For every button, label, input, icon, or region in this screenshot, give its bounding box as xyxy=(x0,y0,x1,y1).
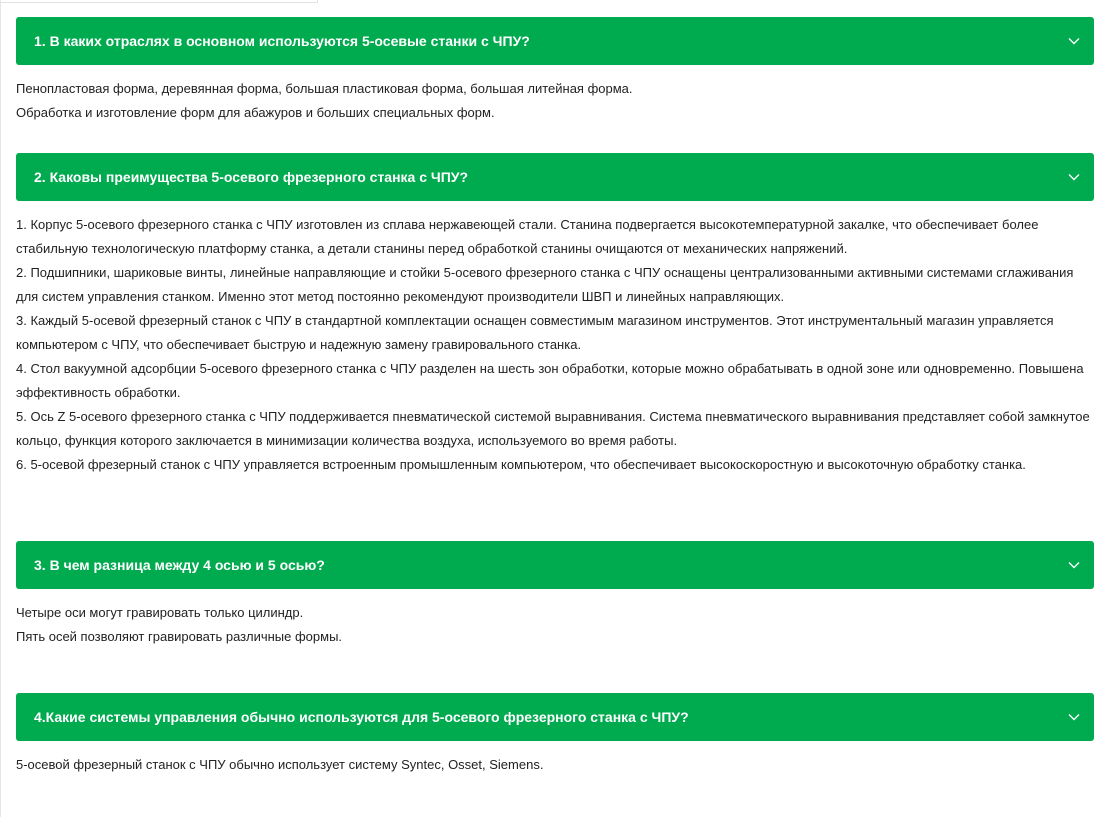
answer-line: 4. Стол вакуумной адсорбции 5-осевого фрезерного станка с ЧПУ разделен на шесть зон обработки, которые можно обрабатывать в одной зоне или одновременно. Повышена эффективность обработки. xyxy=(16,361,1084,400)
faq-item xyxy=(16,153,1094,541)
chevron-down-icon[interactable] xyxy=(1066,709,1082,725)
faq-question: 1. В каких отраслях в основном используются 5-осевые станки с ЧПУ? xyxy=(34,33,530,49)
answer-line: 2. Подшипники, шариковые винты, линейные направляющие и стойки 5-осевого фрезерного станка с ЧПУ оснащены централизованными активными системами сглаживания для систем управления станком. Именно этот метод постоянно рекомендуют производители ШВП и линейных направляющих. xyxy=(16,265,1074,304)
answer-line: Четыре оси могут гравировать только цилиндр. xyxy=(16,605,304,620)
page-left-border xyxy=(0,0,1,817)
faq-answer xyxy=(16,741,1094,777)
answer-line: Обработка и изготовление форм для абажуров и больших специальных форм. xyxy=(16,105,495,120)
chevron-down-icon[interactable] xyxy=(1066,33,1082,49)
answer-line: 6. 5-осевой фрезерный станок с ЧПУ управляется встроенным промышленным компьютером, что обеспечивает высокоскоростную и высокоточную обработку станка. xyxy=(16,457,1026,472)
faq-question-header[interactable] xyxy=(16,541,1094,589)
answer-line: Пять осей позволяют гравировать различные формы. xyxy=(16,629,343,644)
faq-question-header[interactable] xyxy=(16,17,1094,65)
answer-line: 1. Корпус 5-осевого фрезерного станка с ЧПУ изготовлен из сплава нержавеющей стали. Станина подвергается высокотемпературной закалке, что обеспечивает более стабильную технологическую платформу станка, а детали станины перед обработкой станины очищаются от механических напряжений. xyxy=(16,217,1039,256)
answer-line: 5-осевой фрезерный станок с ЧПУ обычно использует систему Syntec, Osset, Siemens. xyxy=(16,757,544,772)
answer-line: Пенопластовая форма, деревянная форма, большая пластиковая форма, большая литейная форма. xyxy=(16,81,633,96)
answer-line: 3. Каждый 5-осевой фрезерный станок с ЧПУ в стандартной комплектации оснащен совместимым магазином инструментов. Этот инструментальный магазин управляется компьютером с ЧПУ, что обеспечивает быструю и надежную замену гравировального станка. xyxy=(16,313,1054,352)
faq-question: 3. В чем разница между 4 осью и 5 осью? xyxy=(34,557,325,573)
faq-item xyxy=(16,693,1094,777)
faq-question: 4.Какие системы управления обычно используются для 5-осевого фрезерного станка с ЧПУ? xyxy=(34,709,689,725)
chevron-down-icon[interactable] xyxy=(1066,557,1082,573)
faq-question: 2. Каковы преимущества 5-осевого фрезерного станка с ЧПУ? xyxy=(34,169,469,185)
chevron-down-icon[interactable] xyxy=(1066,169,1082,185)
faq-answer xyxy=(16,201,1094,541)
faq-item xyxy=(16,541,1094,693)
answer-line: 5. Ось Z 5-осевого фрезерного станка с ЧПУ поддерживается пневматической системой выравнивания. Система пневматического выравнивания представляет собой замкнутое кольцо, функция которого заключается в минимизации количества воздуха, используемого во время работы. xyxy=(16,409,1090,448)
faq-answer xyxy=(16,65,1094,153)
faq-question-header[interactable] xyxy=(16,693,1094,741)
faq-item xyxy=(16,17,1094,153)
faq-question-header[interactable] xyxy=(16,153,1094,201)
faq-answer xyxy=(16,589,1094,693)
top-tab-edge xyxy=(0,0,318,3)
faq-accordion xyxy=(16,17,1094,777)
